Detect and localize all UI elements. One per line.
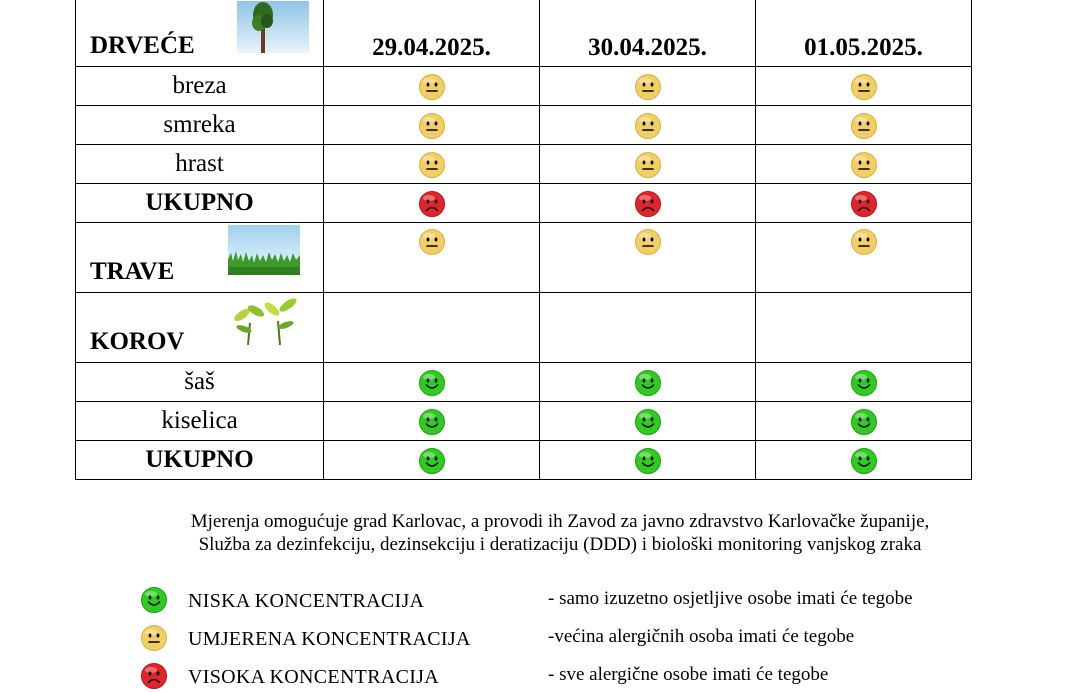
row-label: kiselica <box>76 402 324 441</box>
table-row <box>76 223 972 293</box>
note-line-2: Služba za dezinfekciju, dezinsekciju i deratizaciju (DDD) i biološki monitoring vanjskog zraka <box>198 534 922 555</box>
legend-desc: - sve alergične osobe imati će tegobe <box>548 664 829 685</box>
table-row <box>76 293 972 363</box>
smiley-happy-icon <box>140 586 168 614</box>
row-label: smreka <box>76 106 324 145</box>
smiley-sad-icon <box>850 190 878 218</box>
smiley-happy-icon <box>634 408 662 436</box>
pollen-table <box>75 0 972 480</box>
row-label: hrast <box>76 145 324 184</box>
smiley-neutral-icon <box>850 151 878 179</box>
smiley-neutral-icon <box>850 228 878 256</box>
row-label: šaš <box>76 363 324 402</box>
table-row <box>76 363 972 402</box>
note-line-1: Mjerenja omogućuje grad Karlovac, a provodi ih Zavod za javno zdravstvo Karlovačke županije, <box>190 511 930 532</box>
smiley-neutral-icon <box>418 112 446 140</box>
legend-desc: -većina alergičnih osoba imati će tegobe <box>548 626 855 647</box>
row-label: breza <box>76 67 324 106</box>
section-korov <box>76 293 324 363</box>
grass-image <box>228 225 300 282</box>
legend-label: VISOKA KONCENTRACIJA <box>188 666 440 688</box>
tree-image <box>237 1 309 60</box>
section-label-trave: TRAVE <box>90 258 175 285</box>
date-col-2: 30.04.2025. <box>540 0 756 67</box>
table-row <box>76 145 972 184</box>
smiley-happy-icon <box>850 369 878 397</box>
section-drvece <box>76 0 324 67</box>
smiley-happy-icon <box>850 408 878 436</box>
legend-label: UMJERENA KONCENTRACIJA <box>188 628 471 650</box>
row-label-total: UKUPNO <box>76 441 324 480</box>
smiley-happy-icon <box>850 447 878 475</box>
smiley-happy-icon <box>418 408 446 436</box>
smiley-sad-icon <box>418 190 446 218</box>
smiley-happy-icon <box>634 447 662 475</box>
legend-desc: - samo izuzetno osjetljive osobe imati će tegobe <box>548 588 913 609</box>
smiley-neutral-icon <box>634 228 662 256</box>
date-col-1: 29.04.2025. <box>324 0 540 67</box>
weed-image <box>230 293 300 352</box>
table-row <box>76 441 972 480</box>
smiley-neutral-icon <box>140 624 168 652</box>
smiley-happy-icon <box>418 447 446 475</box>
smiley-happy-icon <box>418 369 446 397</box>
smiley-neutral-icon <box>850 73 878 101</box>
table-row <box>76 67 972 106</box>
legend-label: NISKA KONCENTRACIJA <box>188 590 425 612</box>
smiley-sad-icon <box>140 662 168 690</box>
table-row <box>76 402 972 441</box>
smiley-neutral-icon <box>850 112 878 140</box>
smiley-neutral-icon <box>634 151 662 179</box>
smiley-sad-icon <box>634 190 662 218</box>
smiley-happy-icon <box>634 369 662 397</box>
smiley-neutral-icon <box>634 112 662 140</box>
table-row <box>76 184 972 223</box>
date-col-3: 01.05.2025. <box>756 0 972 67</box>
smiley-neutral-icon <box>418 151 446 179</box>
section-trave <box>76 223 324 293</box>
row-label-total: UKUPNO <box>76 184 324 223</box>
smiley-neutral-icon <box>418 73 446 101</box>
section-label-drvece: DRVEĆE <box>90 32 195 59</box>
table-row <box>76 106 972 145</box>
smiley-neutral-icon <box>634 73 662 101</box>
smiley-neutral-icon <box>418 228 446 256</box>
section-label-korov: KOROV <box>90 328 185 355</box>
header-row <box>76 0 972 67</box>
